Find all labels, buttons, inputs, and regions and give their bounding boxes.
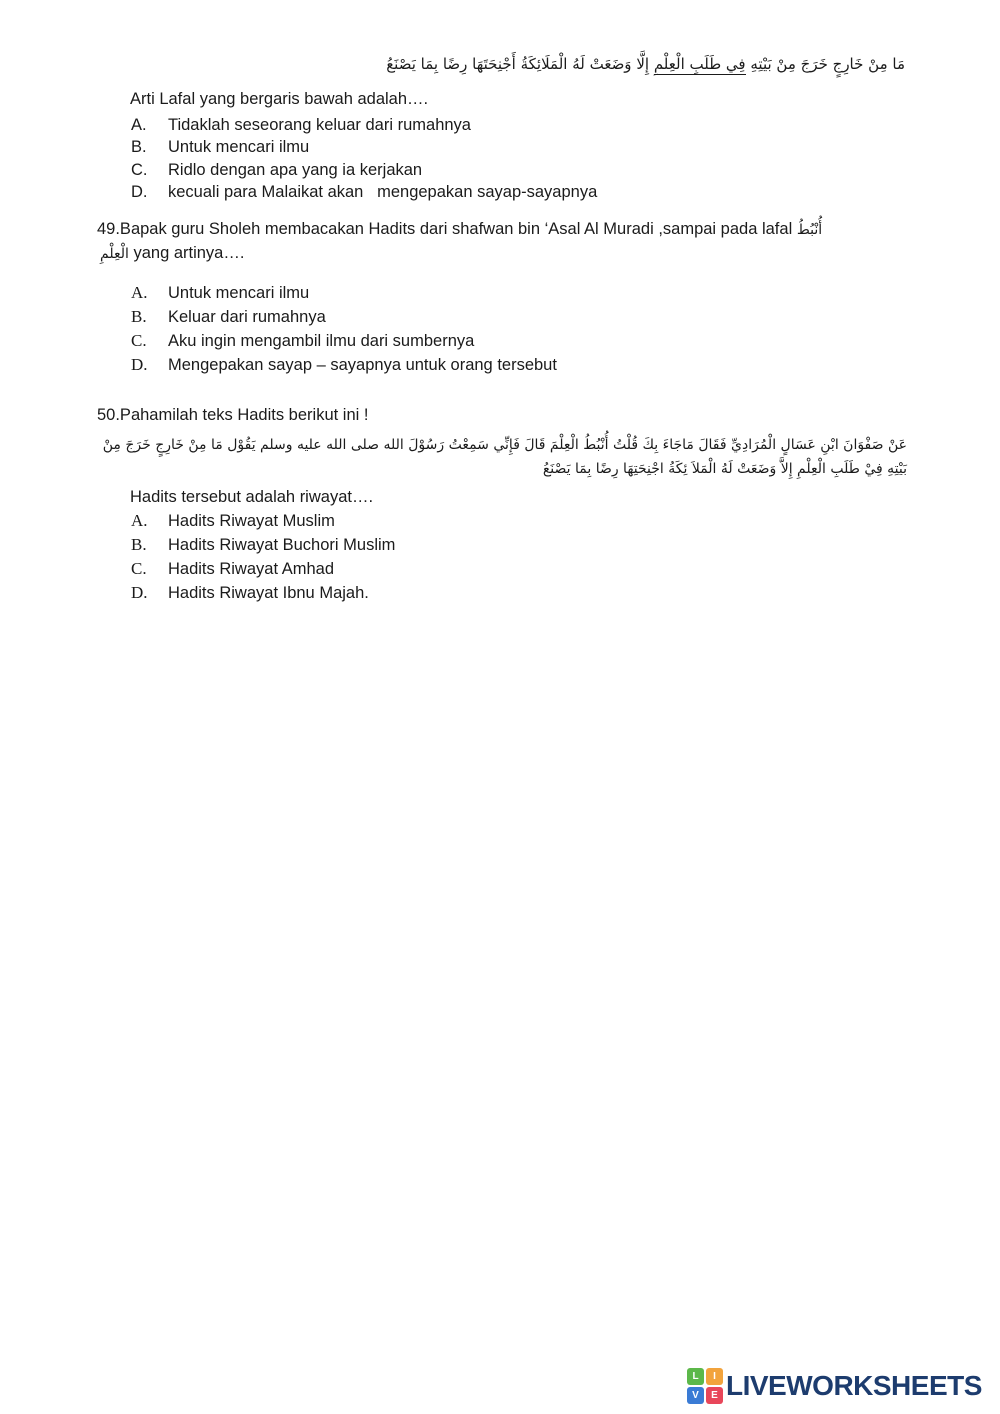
option-text: Hadits Riwayat Ibnu Majah. [168,584,369,603]
logo-tile-l: L [687,1368,704,1385]
question50-prompt: Hadits tersebut adalah riwayat…. [130,488,374,506]
logo-tile-e: E [706,1387,723,1404]
option-letter: A. [131,511,148,530]
option-letter: A. [131,116,147,134]
option-row-50-a[interactable] [131,509,395,533]
option-text: Mengepakan sayap – sayapnya untuk orang tersebut [168,356,557,375]
option-text: Keluar dari rumahnya [168,308,326,327]
liveworksheets-logo-icon [687,1368,723,1404]
logo-tile-v: V [687,1387,704,1404]
hadits-arabic-line-q48 [386,52,905,78]
option-row-49-c[interactable] [131,329,557,353]
option-letter: C. [131,331,147,351]
hadits-arabic-post: إِلَّا وَضَعَتْ لَهُ الْمَلَائِكَةُ أَجْنِحَتَهَا رِضًا بِمَا يَصْنَعُ [386,55,650,73]
option-row-48-d[interactable] [131,181,597,203]
option-row-49-a[interactable] [131,281,557,305]
option-letter: B. [131,307,147,327]
option-row-50-d[interactable] [131,581,395,605]
question48-prompt: Arti Lafal yang bergaris bawah adalah…. [130,90,429,108]
option-letter: D. [131,183,148,202]
option-text: Hadits Riwayat Buchori Muslim [168,536,396,555]
option-letter: C. [131,559,147,579]
question49-text-line2 [100,244,244,263]
option-letter: B. [131,535,147,555]
option-text: Untuk mencari ilmu [168,284,310,302]
hadits-arabic-line2-q50: بَيْتِهِ فِيْ طَلَبِ الْعِلْمِ إِلاَّ وَضَعَتْ لَهُ الْمَلاَ ئِكَةُ اجْنِحَتِهَا رِضًا بِمَا يَصْنَعُ [542,461,907,477]
question49-arabic-lafal-1: أُنْبُطُ [796,222,823,238]
option-letter: D. [131,583,148,603]
question49-text-suffix: yang artinya…. [133,244,245,262]
logo-tile-i: I [706,1368,723,1385]
option-text: Aku ingin mengambil ilmu dari sumbernya [168,332,475,351]
question49-options [131,281,557,377]
option-text: Untuk mencari ilmu [168,138,310,157]
option-row-49-d[interactable] [131,353,557,377]
option-row-49-b[interactable] [131,305,557,329]
option-row-48-c[interactable] [131,159,597,181]
option-text: Tidaklah seseorang keluar dari rumahnya [168,116,471,134]
hadits-arabic-pre: مَا مِنْ خَارِجٍ خَرَجَ مِنْ بَيْتِهِ [750,55,905,73]
option-text: Hadits Riwayat Amhad [168,560,334,579]
hadits-arabic-underlined: فِي طَلَبِ الْعِلْمِ [653,55,746,73]
question50-options [131,509,395,605]
question49-text: 49.Bapak guru Sholeh membacakan Hadits dari shafwan bin ‘Asal Al Muradi ,sampai pada lafal [97,220,793,238]
question49-text-line1 [97,220,957,239]
option-letter: D. [131,355,148,375]
question48-options [131,114,597,204]
option-row-50-c[interactable] [131,557,395,581]
hadits-arabic-line1-q50: عَنْ صَفْوَانَ ابْنِ عَسَالٍ الْمُرَادِيِّ فَقَالَ مَاجَاءَ بِكَ قُلْتُ أُنْبُطُ الْعِلْمَ قَالَ فَإِنِّي سَمِعْتُ رَسُوْلَ الله صلى الله عليه وسلم يَقُوْل مَا مِنْ خَارِجٍ خَرَجَ مِنْ [102,437,907,453]
question49-arabic-lafal-2: الْعِلْمِ [100,246,129,262]
option-letter: B. [131,138,147,157]
option-letter: A. [131,283,148,302]
option-row-48-a[interactable] [131,114,597,136]
option-text: kecuali para Malaikat akan mengepakan sayap-sayapnya [168,183,598,202]
option-row-48-b[interactable] [131,136,597,158]
liveworksheets-logo[interactable] [687,1368,982,1404]
question50-heading: 50.Pahamilah teks Hadits berikut ini ! [97,406,369,424]
option-text: Ridlo dengan apa yang ia kerjakan [168,160,423,179]
option-text: Hadits Riwayat Muslim [168,512,335,530]
logo-wordmark: LIVEWORKSHEETS [726,1370,982,1401]
option-letter: C. [131,160,148,179]
option-row-50-b[interactable] [131,533,395,557]
